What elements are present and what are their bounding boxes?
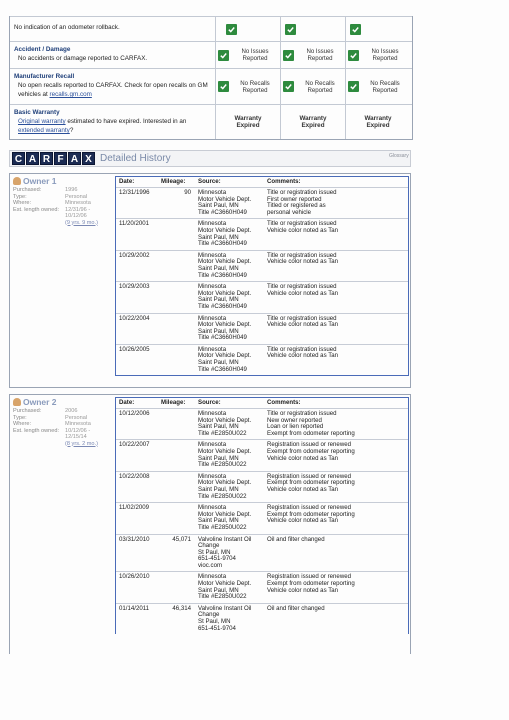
logo-letter: F (54, 152, 67, 165)
recall-cell-1 (215, 69, 280, 104)
record-source (194, 282, 264, 312)
source-line: Minnesota (198, 441, 227, 449)
comment-line: Vehicle color noted as Tan (267, 454, 339, 462)
record-date: 10/22/2004 (119, 314, 150, 322)
record-mileage (158, 472, 194, 502)
record-mileage (158, 409, 194, 439)
comment-line: Vehicle color noted as Tan (267, 321, 339, 329)
meta-key: Type: (13, 414, 27, 421)
extended-warranty-link[interactable]: extended warranty (18, 127, 70, 134)
source-line: Minnesota (198, 472, 227, 480)
meta-key: Where: (13, 421, 32, 427)
meta-key: Where: (13, 200, 32, 206)
record-date: 11/02/2009 (119, 504, 150, 512)
source-line: Minnesota (198, 283, 227, 291)
comment-line: Vehicle color noted as Tan (267, 289, 339, 297)
check-icon (226, 24, 237, 35)
owner-title-text: Owner 1 (23, 176, 57, 186)
source-line: Minnesota (198, 410, 227, 417)
meta-key: Est. length owned: (13, 427, 60, 434)
source-line: Motor Vehicle Dept. (198, 447, 252, 455)
comment-line: personal vehicle (267, 208, 312, 216)
owner-2-meta (13, 408, 111, 447)
comment-line: Title or registration issued (267, 189, 337, 196)
meta-value: Personal (65, 414, 88, 421)
comment-line: Title or registration issued (267, 314, 337, 322)
source-line: Saint Paul, MN (198, 485, 239, 493)
comment-line: Exempt from odometer reporting (267, 429, 355, 437)
odometer-row (10, 16, 412, 41)
history-record-row (116, 534, 408, 572)
warranty-label (10, 105, 215, 139)
source-line: Motor Vehicle Dept. (198, 289, 252, 297)
record-comments (264, 535, 408, 572)
comment-line: Registration issued or renewed (267, 504, 352, 512)
length-owned-link[interactable]: (8 yrs. 2 mo.) (65, 440, 98, 447)
comment-line: Title or registration issued (267, 283, 337, 291)
source-line: 651-451-9704 (198, 624, 236, 632)
history-record-row (116, 250, 408, 281)
col-comments: Comments: (267, 398, 301, 406)
warranty-desc (14, 117, 211, 135)
history-header-row (116, 398, 408, 408)
warranty-cell-1 (215, 105, 280, 139)
col-mileage: Mileage: (161, 177, 186, 185)
record-comments (264, 503, 408, 533)
history-record-row (116, 281, 408, 312)
col-date: Date: (119, 398, 135, 406)
recall-status: No Recalls Reported (370, 79, 400, 94)
comment-line: Oil and filter changed (267, 604, 325, 612)
carfax-logo (12, 152, 96, 165)
record-mileage (158, 440, 194, 470)
record-comments (264, 440, 408, 470)
record-comments (264, 572, 408, 602)
record-comments (264, 188, 408, 218)
history-record-row (116, 571, 408, 602)
comment-line: Vehicle color noted as Tan (267, 485, 339, 493)
history-summary-table (9, 16, 413, 140)
history-record-row (116, 603, 408, 634)
record-mileage (158, 219, 194, 249)
record-mileage (158, 503, 194, 533)
warranty-desc-text: estimated to have expired. Interested in an (65, 118, 187, 125)
record-source (194, 503, 264, 533)
detailed-history-header (9, 150, 411, 167)
source-line: Title #E2850U022 (198, 429, 247, 437)
owner-1-title (13, 176, 111, 186)
source-line: Title #C3660H049 (198, 240, 247, 248)
meta-key: Type: (13, 193, 27, 200)
comment-line: New owner reported (267, 416, 322, 424)
warranty-head: Basic Warranty (14, 109, 60, 116)
meta-key: Est. length owned: (13, 206, 60, 213)
comment-line: Exempt from odometer reporting (267, 580, 355, 588)
source-line: Motor Vehicle Dept. (198, 195, 252, 203)
history-record-row (116, 218, 408, 249)
source-line: Title #E2850U022 (198, 593, 247, 601)
record-source (194, 604, 264, 634)
source-line: Motor Vehicle Dept. (198, 416, 252, 424)
source-line: Saint Paul, MN (198, 296, 239, 304)
check-icon (348, 50, 359, 61)
source-line: Motor Vehicle Dept. (198, 321, 252, 329)
section-title: Detailed History (100, 153, 171, 164)
meta-value: 10/12/06 - 12/15/14 (65, 427, 91, 440)
logo-letter: X (82, 152, 95, 165)
check-icon (218, 81, 229, 92)
accident-desc: No accidents or damage reported to CARFAX. (18, 55, 148, 62)
record-source (194, 188, 264, 218)
comment-line: Exempt from odometer reporting (267, 447, 355, 455)
source-line: Saint Paul, MN (198, 454, 239, 462)
recall-cell-3 (345, 69, 410, 104)
comment-line: Registration issued or renewed (267, 573, 352, 581)
source-line: Motor Vehicle Dept. (198, 226, 252, 234)
meta-value: Minnesota (65, 200, 91, 206)
source-line: Title #E2850U022 (198, 523, 247, 531)
source-line: Saint Paul, MN (198, 586, 239, 594)
source-line: Minnesota (198, 345, 227, 353)
col-source: Source: (198, 177, 221, 185)
owner-title-text: Owner 2 (23, 397, 57, 407)
record-date: 12/31/1996 (119, 189, 150, 196)
comment-line: Title or registration issued (267, 220, 337, 228)
source-line: Motor Vehicle Dept. (198, 479, 252, 487)
record-mileage: 46,314 (172, 604, 191, 612)
record-date: 10/29/2003 (119, 283, 150, 291)
comment-line: Exempt from odometer reporting (267, 510, 355, 518)
odometer-cell-2 (280, 17, 345, 41)
comment-line: Registration issued or renewed (267, 441, 352, 449)
record-date: 10/26/2005 (119, 345, 150, 353)
source-line: Title #E2850U022 (198, 461, 247, 469)
record-date: 10/12/2006 (119, 410, 150, 417)
source-line: Title #C3660H049 (198, 365, 247, 373)
record-source (194, 409, 264, 439)
source-line: 651-451-9704 (198, 555, 236, 563)
meta-key: Purchased: (13, 187, 42, 193)
comment-line: Vehicle color noted as Tan (267, 517, 339, 525)
record-mileage (158, 345, 194, 375)
odometer-cell-1 (215, 17, 280, 41)
col-comments: Comments: (267, 177, 301, 185)
record-mileage (158, 572, 194, 602)
warranty-status: Warranty Expired (364, 114, 392, 129)
meta-key: Purchased: (13, 408, 42, 414)
length-owned-link[interactable]: (9 yrs. 9 mo.) (65, 219, 98, 226)
warranty-row (10, 104, 412, 139)
owner-1-history-table (115, 176, 409, 376)
history-record-row (116, 344, 408, 375)
record-comments (264, 314, 408, 344)
source-line: Saint Paul, MN (198, 202, 239, 210)
source-line: Saint Paul, MN (198, 423, 239, 431)
logo-letter: R (40, 152, 53, 165)
logo-letter: A (68, 152, 81, 165)
history-record-row (116, 502, 408, 533)
source-line: vioc.com (198, 561, 223, 569)
record-comments (264, 251, 408, 281)
source-line: Title #C3660H049 (198, 334, 247, 342)
odometer-cell-3 (345, 17, 410, 41)
history-header-row (116, 177, 408, 187)
comment-line: Oil and filter changed (267, 535, 325, 543)
recall-status: No Recalls Reported (305, 79, 335, 94)
accident-row (10, 41, 412, 68)
record-mileage: 45,071 (172, 535, 191, 543)
record-source (194, 314, 264, 344)
comment-line: Vehicle color noted as Tan (267, 226, 339, 234)
record-source (194, 535, 264, 572)
record-mileage (158, 251, 194, 281)
source-line: Saint Paul, MN (198, 264, 239, 272)
source-line: Minnesota (198, 189, 227, 196)
logo-letter: A (26, 152, 39, 165)
record-mileage: 90 (184, 189, 191, 196)
record-comments (264, 472, 408, 502)
source-line: Saint Paul, MN (198, 233, 239, 241)
recall-head: Manufacturer Recall (14, 73, 75, 80)
record-source (194, 219, 264, 249)
source-line: St Paul, MN (198, 618, 231, 626)
comment-line: Exempt from odometer reporting (267, 479, 355, 487)
source-line: St Paul, MN (198, 548, 231, 556)
source-line: Minnesota (198, 504, 227, 512)
comment-line: Title or registration issued (267, 345, 337, 353)
comment-line: Vehicle color noted as Tan (267, 258, 339, 266)
accident-cell-1 (215, 42, 280, 68)
comment-line: Titled or registered as (267, 202, 326, 210)
meta-value: 2006 (65, 408, 78, 414)
record-date: 10/26/2010 (119, 573, 150, 581)
meta-value: Personal (65, 193, 88, 200)
comment-line: Title or registration issued (267, 251, 337, 259)
recall-row (10, 68, 412, 104)
meta-value: 12/31/96 - 10/12/06 (65, 206, 91, 219)
check-icon (283, 81, 294, 92)
record-date: 03/31/2010 (119, 535, 150, 543)
comment-line: Loan or lien reported (267, 423, 324, 431)
source-line: Title #C3660H049 (198, 208, 247, 216)
logo-letter: C (12, 152, 25, 165)
check-icon (348, 81, 359, 92)
source-line: Motor Vehicle Dept. (198, 580, 252, 588)
recall-cell-2 (280, 69, 345, 104)
record-comments (264, 345, 408, 375)
source-line: Saint Paul, MN (198, 359, 239, 367)
meta-value: 1996 (65, 187, 78, 193)
record-source (194, 472, 264, 502)
owner-2-section (9, 394, 411, 654)
record-comments (264, 219, 408, 249)
source-line: Motor Vehicle Dept. (198, 258, 252, 266)
col-mileage: Mileage: (161, 398, 186, 406)
accident-status: No Issues Reported (306, 48, 334, 62)
source-line: Motor Vehicle Dept. (198, 352, 252, 360)
source-line: Change (198, 611, 220, 619)
record-date: 10/29/2002 (119, 251, 150, 259)
history-record-row (116, 471, 408, 502)
source-line: Valvoline Instant Oil (198, 535, 252, 543)
history-record-row (116, 187, 408, 218)
owner-2-info (10, 395, 114, 449)
accident-cell-2 (280, 42, 345, 68)
owner-1-info (10, 174, 114, 228)
accident-label (10, 42, 215, 68)
warranty-cell-3 (345, 105, 410, 139)
meta-value: Minnesota (65, 421, 91, 427)
comment-line: Registration issued or renewed (267, 472, 352, 480)
source-line: Minnesota (198, 220, 227, 228)
recall-label (10, 69, 215, 104)
recall-status: No Recalls Reported (240, 79, 270, 94)
person-icon (13, 398, 21, 406)
source-line: Title #E2850U022 (198, 492, 247, 500)
record-source (194, 251, 264, 281)
comment-line: Vehicle color noted as Tan (267, 352, 339, 360)
owner-2-history-table (115, 397, 409, 634)
check-icon (350, 24, 361, 35)
source-line: Minnesota (198, 314, 227, 322)
record-date: 01/14/2011 (119, 604, 150, 612)
warranty-desc-end: ? (69, 127, 74, 134)
record-source (194, 440, 264, 470)
accident-status: No Issues Reported (241, 48, 269, 62)
record-mileage (158, 314, 194, 344)
source-line: Valvoline Instant Oil (198, 604, 252, 612)
source-line: Change (198, 542, 220, 550)
source-line: Title #C3660H049 (198, 271, 247, 279)
accident-head: Accident / Damage (14, 46, 71, 53)
record-comments (264, 604, 408, 634)
history-record-row (116, 313, 408, 344)
record-mileage (158, 282, 194, 312)
owner-1-section (9, 173, 411, 388)
source-line: Saint Paul, MN (198, 327, 239, 335)
source-line: Title #C3660H049 (198, 302, 247, 310)
odometer-text: No indication of an odometer rollback. (14, 24, 120, 31)
check-icon (218, 50, 229, 61)
source-line: Motor Vehicle Dept. (198, 510, 252, 518)
recall-desc (14, 81, 211, 99)
recalls-gm-link[interactable]: recalls.gm.com (49, 91, 92, 98)
source-line: Minnesota (198, 251, 227, 259)
owner-1-meta (13, 187, 111, 226)
record-comments (264, 409, 408, 439)
warranty-status: Warranty Expired (299, 114, 327, 129)
accident-status: No Issues Reported (371, 48, 399, 62)
recall-desc-text: No open recalls reported to CARFAX. Check for open recalls on GM vehicles at (18, 82, 208, 98)
source-line: Minnesota (198, 573, 227, 581)
person-icon (13, 177, 21, 185)
check-icon (283, 50, 294, 61)
comment-line: Title or registration issued (267, 410, 337, 417)
accident-cell-3 (345, 42, 410, 68)
original-warranty-link[interactable]: Original warranty (18, 118, 66, 125)
history-record-row (116, 408, 408, 439)
owner-2-title (13, 397, 111, 407)
col-date: Date: (119, 177, 135, 185)
check-icon (285, 24, 296, 35)
record-comments (264, 282, 408, 312)
record-source (194, 345, 264, 375)
history-record-row (116, 439, 408, 470)
source-line: Saint Paul, MN (198, 517, 239, 525)
comment-line: First owner reported (267, 195, 322, 203)
record-date: 11/20/2001 (119, 220, 150, 228)
glossary-link[interactable]: Glossary (389, 153, 409, 159)
comment-line: Vehicle color noted as Tan (267, 586, 339, 594)
record-source (194, 572, 264, 602)
warranty-status: Warranty Expired (234, 114, 262, 129)
record-date: 10/22/2007 (119, 441, 150, 449)
warranty-cell-2 (280, 105, 345, 139)
record-date: 10/22/2008 (119, 472, 150, 480)
col-source: Source: (198, 398, 221, 406)
